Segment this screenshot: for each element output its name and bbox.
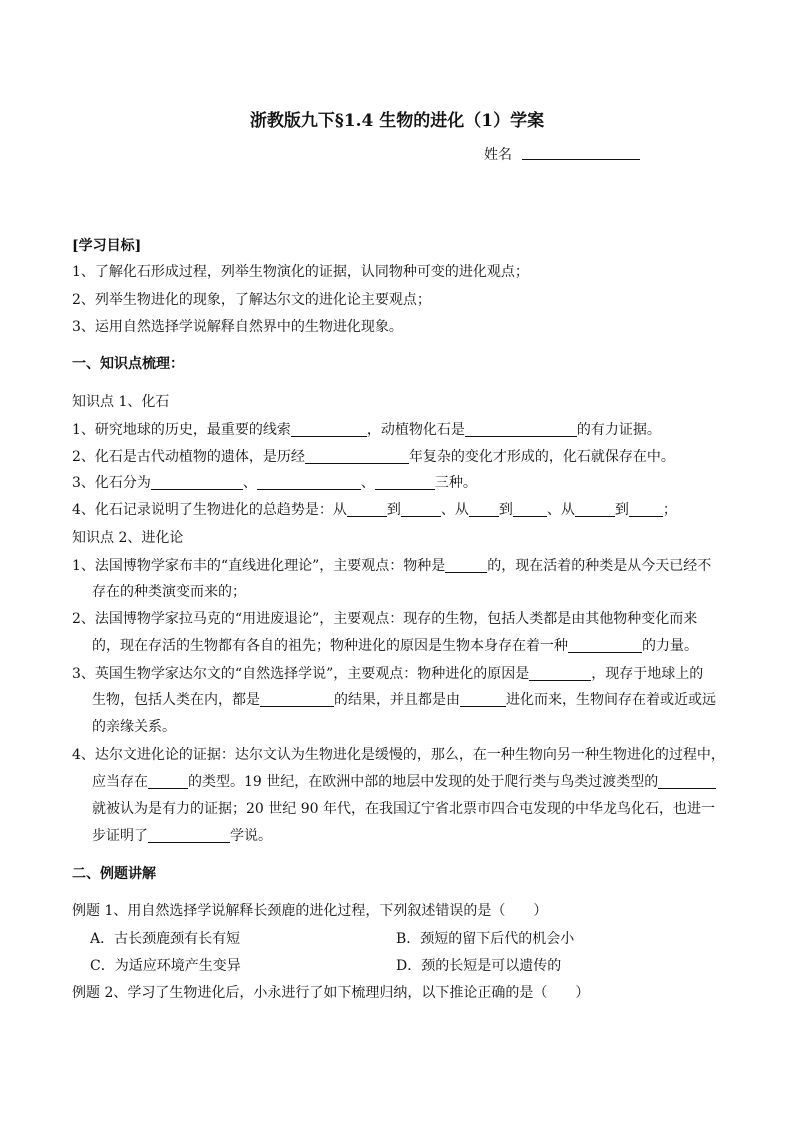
question-8-cont: 就被认为是有力的证据；20 世纪 90 年代，在我国辽宁省北票市四合屯发现的中华龙鸟化石，也进一 xyxy=(92,801,715,817)
answer-blank[interactable] xyxy=(260,691,334,707)
question-2: 2、化石是古代动植物的遗体，是历经 年复杂的变化才形成的，化石就保存在中。 xyxy=(72,449,675,465)
question-7-cont: 的亲缘关系。 xyxy=(92,719,176,735)
goal-item: 3、运用自然选择学说解释自然界中的生物进化现象。 xyxy=(72,319,403,335)
question-8: 4、达尔文进化论的证据：达尔文认为生物进化是缓慢的，那么，在一种生物向另一种生物进化的过程中， xyxy=(72,747,725,763)
knowledge-point-1: 知识点 1、化石 xyxy=(72,394,170,410)
answer-blank[interactable] xyxy=(148,773,188,789)
knowledge-point-2: 知识点 2、进化论 xyxy=(72,530,184,546)
answer-blank[interactable] xyxy=(658,773,716,789)
question-7: 3、英国生物学家达尔文的“自然选择学说”，主要观点：物种进化的原因是 ，现存于地球上的 xyxy=(72,666,704,682)
answer-blank[interactable] xyxy=(568,637,642,653)
answer-blank[interactable] xyxy=(629,501,663,517)
option-b[interactable]: B．颈短的留下后代的机会小 xyxy=(396,931,575,947)
answer-blank[interactable] xyxy=(529,665,591,681)
goal-item: 1、了解化石形成过程，列举生物演化的证据，认同物种可变的进化观点； xyxy=(72,264,529,280)
answer-blank[interactable] xyxy=(291,421,367,437)
answer-blank[interactable] xyxy=(375,474,435,490)
section1-heading: 一、知识点梳理： xyxy=(72,356,184,372)
goal-item: 2、列举生物进化的现象，了解达尔文的进化论主要观点； xyxy=(72,292,431,308)
question-4: 4、化石记录说明了生物进化的总趋势是：从 到 、从 到 、从 到 ； xyxy=(72,502,677,518)
answer-blank[interactable] xyxy=(151,474,243,490)
option-a[interactable]: A．古长颈鹿颈有长有短 xyxy=(90,931,241,947)
question-5-cont: 存在的种类演变而来的； xyxy=(92,584,246,600)
answer-blank[interactable] xyxy=(513,501,547,517)
section2-heading: 二、例题讲解 xyxy=(72,866,156,882)
question-1: 1、研究地球的历史，最重要的线索 ，动植物化石是 的有力证据。 xyxy=(72,422,661,438)
answer-blank[interactable] xyxy=(401,501,441,517)
answer-blank[interactable] xyxy=(148,827,230,843)
question-8-cont: 步证明了 学说。 xyxy=(92,828,272,844)
example-2: 例题 2、学习了生物进化后，小永进行了如下梳理归纳，以下推论正确的是（ ） xyxy=(72,985,590,1001)
name-blank[interactable] xyxy=(522,159,640,160)
question-6-cont: 的，现在存活的生物都有各自的祖先；物种进化的原因是生物本身存在着一种 的力量。 xyxy=(92,638,698,654)
question-6: 2、法国博物学家拉马克的“用进废退论”，主要观点：现存的生物，包括人类都是由其他物种变化而来 xyxy=(72,611,698,627)
answer-blank[interactable] xyxy=(257,474,361,490)
answer-blank[interactable] xyxy=(465,421,577,437)
question-3: 3、化石分为 、 、 三种。 xyxy=(72,475,477,491)
answer-blank[interactable] xyxy=(575,501,615,517)
goals-heading: [学习目标] xyxy=(72,238,142,254)
question-8-cont: 应当存在 的类型。19 世纪，在欧洲中部的地层中发现的处于爬行类与鸟类过渡类型的 xyxy=(92,772,716,792)
name-label: 姓名 xyxy=(484,147,512,163)
page-title: 浙教版九下§1.4 生物的进化（1）学案 xyxy=(249,111,545,131)
answer-blank[interactable] xyxy=(469,501,499,517)
answer-blank[interactable] xyxy=(460,691,506,707)
example-1: 例题 1、用自然选择学说解释长颈鹿的进化过程，下列叙述错误的是（ ） xyxy=(72,903,548,919)
answer-blank[interactable] xyxy=(347,501,387,517)
answer-blank[interactable] xyxy=(305,448,409,464)
option-c[interactable]: C．为适应环境产生变异 xyxy=(90,958,241,974)
answer-blank[interactable] xyxy=(445,557,487,573)
option-d[interactable]: D．颈的长短是可以遗传的 xyxy=(396,958,562,974)
question-5: 1、法国博物学家布丰的“直线进化理论”，主要观点：物种是 的，现在活着的种类是从今天已经不 xyxy=(72,558,712,574)
question-7-cont: 生物，包括人类在内，都是 的结果，并且都是由 进化而来，生物间存在着或近或远 xyxy=(92,692,716,708)
